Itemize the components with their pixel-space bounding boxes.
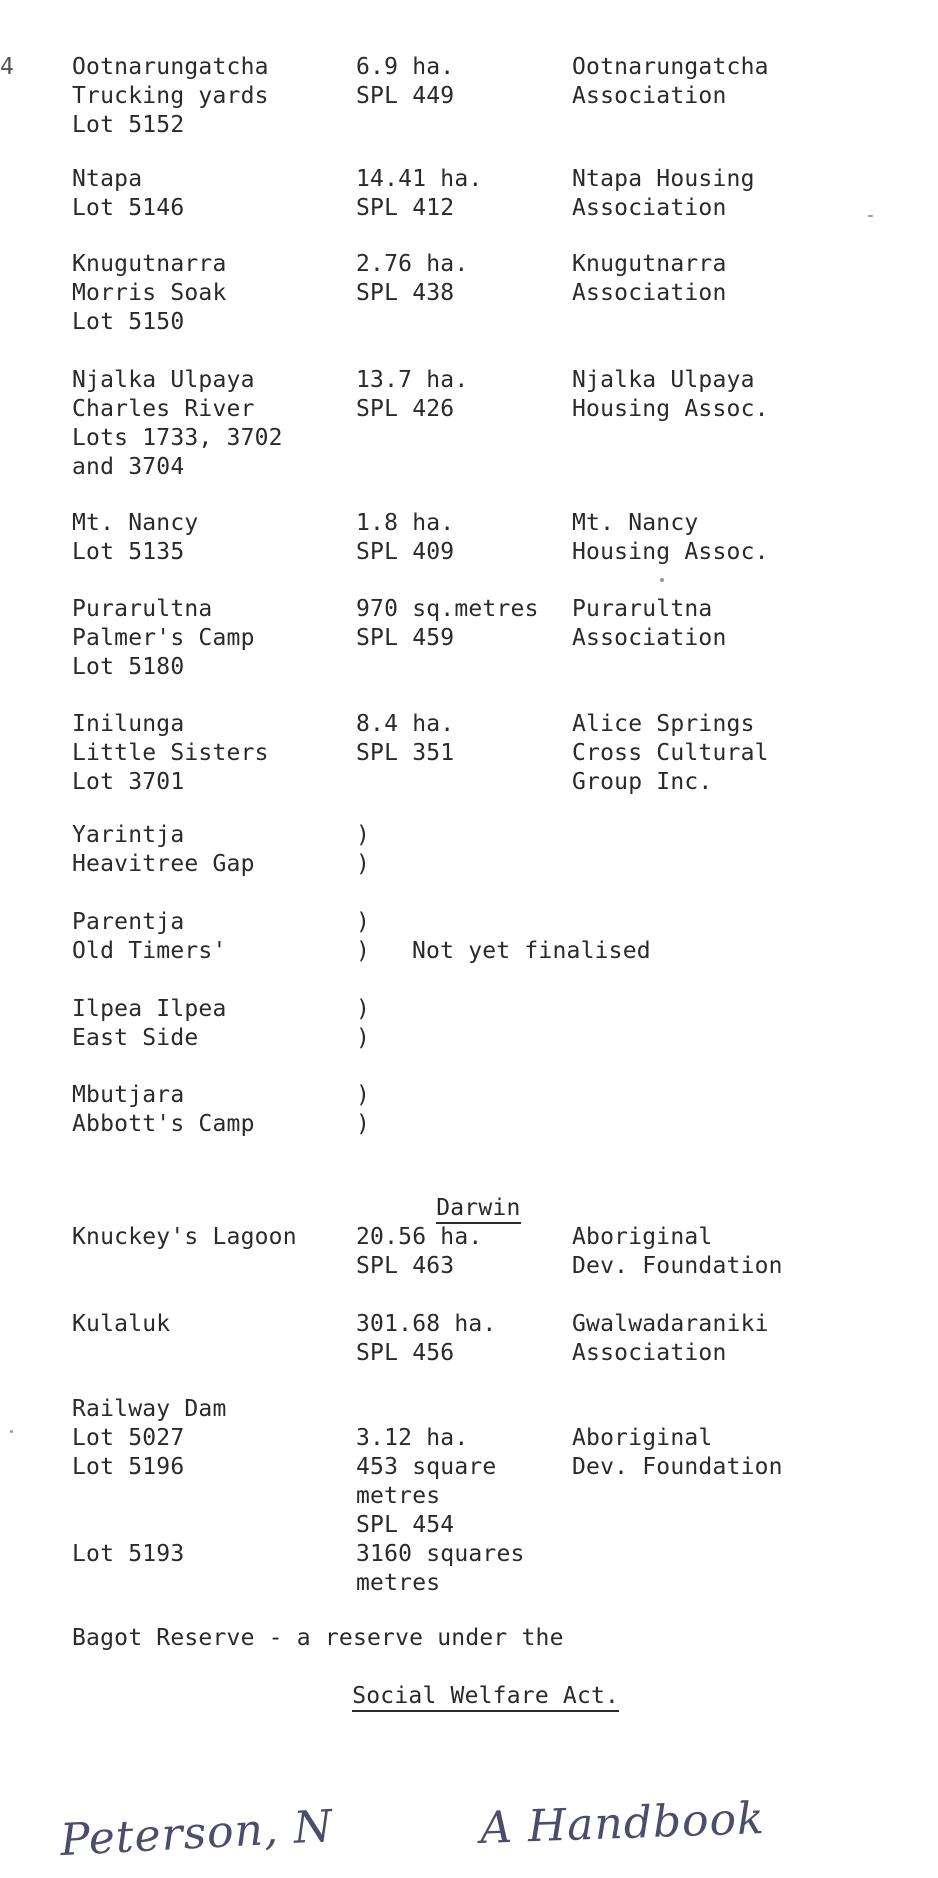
scan-speck <box>10 1430 13 1433</box>
handwritten-title-note: A Handbook <box>479 1793 766 1854</box>
unfinalised-name-line: Parentja <box>72 909 185 935</box>
entry-area-line: 2.76 ha. <box>356 251 469 277</box>
entry-name-line: Lot 5150 <box>72 309 185 335</box>
entry-name-line: and 3704 <box>72 454 185 480</box>
entry-holder-line: Ntapa Housing <box>572 166 755 192</box>
entry-area-line: SPL 449 <box>356 83 455 109</box>
entry-name-line: Lot 5146 <box>72 195 185 221</box>
entry-name-line: Palmer's Camp <box>72 625 255 651</box>
entry-holder-line: Njalka Ulpaya <box>572 367 755 393</box>
scan-speck <box>660 578 664 582</box>
unfinalised-name-line: Heavitree Gap <box>72 851 255 877</box>
entry-area-line: 1.8 ha. <box>356 510 455 536</box>
entry-area-line: SPL 454 <box>356 1512 455 1538</box>
entry-name-line: Morris Soak <box>72 280 227 306</box>
entry-area-line: SPL 438 <box>356 280 455 306</box>
entry-area-line: 301.68 ha. <box>356 1311 497 1337</box>
entry-area-line: SPL 426 <box>356 396 455 422</box>
darwin-heading-text: Darwin <box>436 1195 520 1224</box>
entry-name-line: Kulaluk <box>72 1311 171 1337</box>
bracket-mark: ) <box>356 1082 371 1108</box>
entry-name-line: Ntapa <box>72 166 143 192</box>
unfinalised-name-line: Abbott's Camp <box>72 1111 255 1137</box>
handwritten-author-note: Peterson, N <box>58 1800 335 1867</box>
bracket-mark: ) <box>356 996 371 1022</box>
bracket-mark: ) <box>356 851 371 877</box>
entry-area-line: 20.56 ha. <box>356 1224 483 1250</box>
entry-holder-line: Dev. Foundation <box>572 1253 783 1279</box>
entry-holder-line: Knugutnarra <box>572 251 727 277</box>
entry-name-line: Lot 3701 <box>72 769 185 795</box>
entry-name-line: Knuckey's Lagoon <box>72 1224 297 1250</box>
entry-holder-line: Association <box>572 280 727 306</box>
margin-number: 4 <box>0 54 15 80</box>
entry-name-line: Lots 1733, 3702 <box>72 425 283 451</box>
entry-name-line: Njalka Ulpaya <box>72 367 255 393</box>
entry-holder-line: Aboriginal <box>572 1224 713 1250</box>
entry-area-line: SPL 463 <box>356 1253 455 1279</box>
entry-holder-line: Cross Cultural <box>572 740 769 766</box>
unfinalised-name-line: Yarintja <box>72 822 185 848</box>
unfinalised-name-line: Ilpea Ilpea <box>72 996 227 1022</box>
entry-holder-line: Association <box>572 1340 727 1366</box>
entry-name-line: Inilunga <box>72 711 185 737</box>
entry-holder-line: Housing Assoc. <box>572 539 769 565</box>
entry-name-line: Little Sisters <box>72 740 269 766</box>
entry-area-line: 3.12 ha. <box>356 1425 469 1451</box>
entry-name-line: Lot 5152 <box>72 112 185 138</box>
scan-speck <box>868 215 873 217</box>
entry-name-line: Trucking yards <box>72 83 269 109</box>
entry-area-line: SPL 351 <box>356 740 455 766</box>
entry-area-line: metres <box>356 1570 441 1596</box>
entry-name-line: Lot 5027 <box>72 1425 185 1451</box>
entry-name-line: Lot 5180 <box>72 654 185 680</box>
entry-area-line: 13.7 ha. <box>356 367 469 393</box>
entry-name-line: Purarultna <box>72 596 213 622</box>
entry-area-line: 6.9 ha. <box>356 54 455 80</box>
social-welfare-act-line <box>296 1653 619 1740</box>
entry-area-line: 8.4 ha. <box>356 711 455 737</box>
bracket-mark: ) <box>356 1111 371 1137</box>
entry-name-line: Lot 5193 <box>72 1541 185 1567</box>
entry-area-line: SPL 409 <box>356 539 455 565</box>
entry-area-line: 453 square <box>356 1454 497 1480</box>
entry-area-line: 14.41 ha. <box>356 166 483 192</box>
entry-name-line: Knugutnarra <box>72 251 227 277</box>
bracket-mark: ) <box>356 822 371 848</box>
entry-holder-line: Association <box>572 195 727 221</box>
entry-name-line: Charles River <box>72 396 255 422</box>
entry-holder-line: Gwalwadaraniki <box>572 1311 769 1337</box>
entry-area-line: 970 sq.metres <box>356 596 539 622</box>
entry-holder-line: Dev. Foundation <box>572 1454 783 1480</box>
entry-holder-line: Aboriginal <box>572 1425 713 1451</box>
entry-area-line: SPL 459 <box>356 625 455 651</box>
entry-holder-line: Group Inc. <box>572 769 713 795</box>
entry-name-line: Railway Dam <box>72 1396 227 1422</box>
entry-holder-line: Association <box>572 83 727 109</box>
entry-name-line: Mt. Nancy <box>72 510 199 536</box>
not-finalised-note: Not yet finalised <box>412 938 651 964</box>
entry-name-line: Ootnarungatcha <box>72 54 269 80</box>
entry-holder-line: Ootnarungatcha <box>572 54 769 80</box>
unfinalised-name-line: Mbutjara <box>72 1082 185 1108</box>
entry-name-line: Lot 5196 <box>72 1454 185 1480</box>
bracket-mark: ) <box>356 938 371 964</box>
unfinalised-name-line: East Side <box>72 1025 199 1051</box>
social-welfare-act-text: Social Welfare Act. <box>352 1683 619 1712</box>
entry-holder-line: Association <box>572 625 727 651</box>
entry-area-line: SPL 412 <box>356 195 455 221</box>
entry-holder-line: Purarultna <box>572 596 713 622</box>
entry-name-line: Lot 5135 <box>72 539 185 565</box>
entry-holder-line: Mt. Nancy <box>572 510 699 536</box>
entry-area-line: SPL 456 <box>356 1340 455 1366</box>
unfinalised-name-line: Old Timers' <box>72 938 227 964</box>
bagot-reserve-line: Bagot Reserve - a reserve under the <box>72 1625 564 1651</box>
entry-holder-line: Housing Assoc. <box>572 396 769 422</box>
bracket-mark: ) <box>356 1025 371 1051</box>
bracket-mark: ) <box>356 909 371 935</box>
entry-area-line: 3160 squares <box>356 1541 525 1567</box>
entry-area-line: metres <box>356 1483 441 1509</box>
entry-holder-line: Alice Springs <box>572 711 755 737</box>
